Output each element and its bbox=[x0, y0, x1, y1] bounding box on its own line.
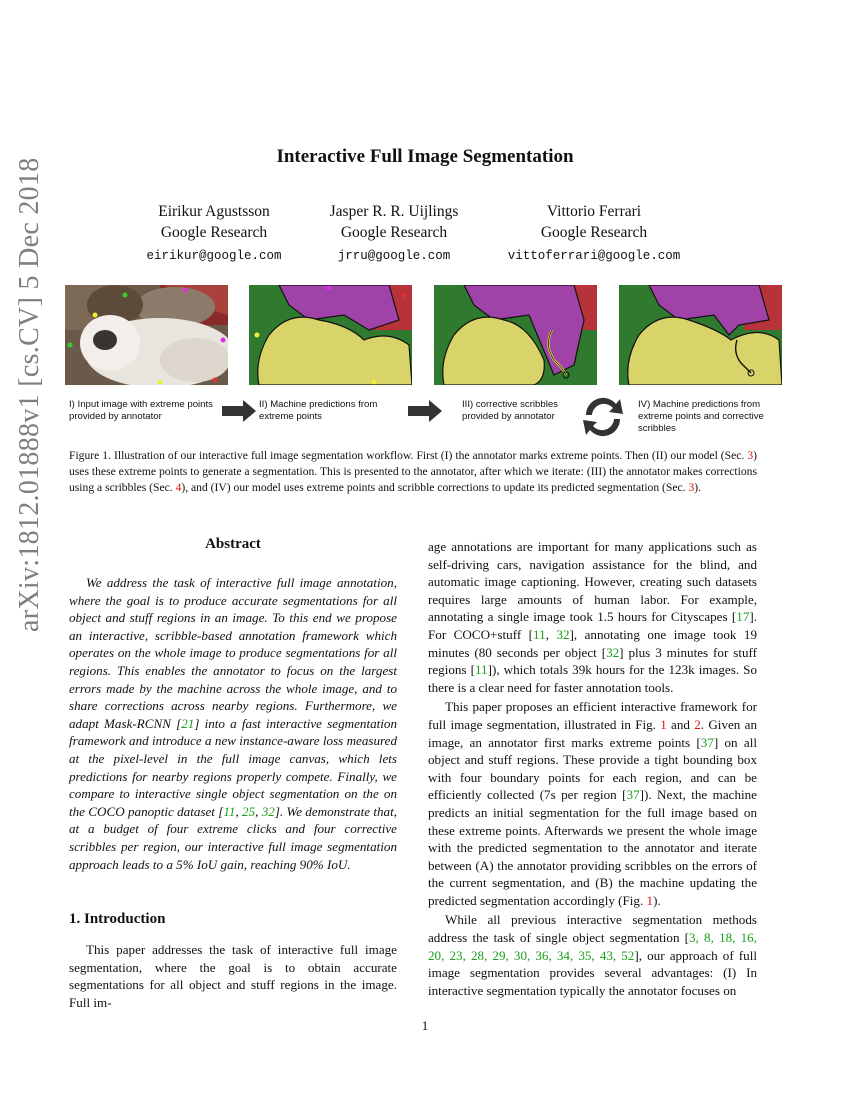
figure-ref-link[interactable]: 2 bbox=[694, 716, 701, 732]
paragraph: age annotations are important for many applications such as self-driving cars, navigation assistance for the blind, and automatic image captioning. However, creating such datasets requires large amounts of human labor. For example, annotating a single image took 1.5 hours for Cityscapes [17]. For COCO+stuff [11, 32], annotating one image took 19 minutes (80 seconds per object [32] plus 3 minutes for stuff regions [11]), which totals 39k hours for the 123k images. So there is a clear need for faster annotation tools. bbox=[428, 539, 758, 695]
author-affiliation: Google Research bbox=[540, 224, 648, 241]
intro-body: This paper addresses the task of interactive full image segmentation, where the goal is to obtain accurate segmentations for all object and stuff regions in the image. Full im- bbox=[69, 942, 397, 1010]
section-ref-link[interactable]: 3 bbox=[688, 481, 695, 494]
figure-caption: Figure 1. Illustration of our interactive full image segmentation workflow. First (I) the annotator marks extreme points. Then (II) our model (Sec. 3) uses these extreme points to generate a segmentation. This is presented to the annotator, after which we iterate: (III) the annotator makes corrections using a scribbles (Sec. 4), and (IV) our model uses extreme points and scribble corrections to update its predicted segmentation (Sec. 3). bbox=[69, 449, 757, 494]
paper-title: Interactive Full Image Segmentation bbox=[276, 146, 574, 167]
paragraph: This paper proposes an efficient interactive framework for full image segmentation, illustrated in Fig. 1 and 2. Given an image, an annotator first marks extreme points [37] on all object and stuff regions. These provide a tight bounding box with four boundary points for each region, and can be efficiently collected (7s per region [37]). Next, the machine predicts an initial segmentation for the full image based on these extreme points. Afterwards we present the whole image with the predicted segmentation to the annotator and iterate between (A) the annotator providing scribbles on the errors of the current segmentation, and (B) the machine updating the predicted segmentation accordingly (Fig. 1). bbox=[428, 699, 757, 908]
figure-panel-input-image bbox=[65, 285, 228, 385]
author-block bbox=[484, 201, 704, 267]
citation-link[interactable]: 11 bbox=[533, 626, 546, 642]
citation-link[interactable]: 32 bbox=[261, 803, 275, 819]
author-name: Vittorio Ferrari bbox=[546, 203, 642, 220]
author-name: Jasper R. R. Uijlings bbox=[329, 203, 459, 220]
step-caption-1: I) Input image with extreme points provided by annotator bbox=[69, 399, 213, 422]
author-name: Eirikur Agustsson bbox=[158, 203, 270, 220]
section-ref-link[interactable]: 3 bbox=[747, 449, 754, 462]
figure-panel-initial-prediction bbox=[249, 285, 412, 385]
citation-link[interactable]: 11 bbox=[223, 803, 236, 819]
step-caption-4: IV) Machine predictions from extreme points and corrective scribbles bbox=[638, 399, 764, 434]
author-affiliation: Google Research bbox=[160, 224, 268, 241]
citation-link[interactable]: 17 bbox=[736, 609, 750, 625]
step-caption-2: II) Machine predictions from extreme points bbox=[259, 399, 378, 422]
author-block bbox=[284, 201, 504, 267]
section-heading-introduction: 1. Introduction bbox=[69, 911, 166, 927]
author-affiliation: Google Research bbox=[340, 224, 448, 241]
citation-link[interactable]: 32 bbox=[606, 644, 620, 660]
abstract-heading: Abstract bbox=[205, 536, 261, 552]
citation-link[interactable]: 25 bbox=[242, 803, 256, 819]
author-email: eirikur@google.com bbox=[146, 249, 282, 263]
page-number: 1 bbox=[421, 1018, 429, 1033]
right-column bbox=[428, 538, 757, 999]
figure-ref-link[interactable]: 1 bbox=[646, 892, 654, 908]
citation-link[interactable]: 32 bbox=[556, 626, 570, 642]
step-caption-3: III) corrective scribbles provided by annotator bbox=[462, 399, 558, 422]
citation-link[interactable]: 37 bbox=[700, 734, 714, 750]
paragraph: While all previous interactive segmentation methods address the task of single object segmentation [3, 8, 18, 16, 20, 23, 28, 29, 30, 36, 34, 35, 43, 52], our approach of full image segmentation provides several advantages: (I) In interactive segmentation typically the annotator focuses on bbox=[428, 912, 757, 998]
citation-link-group[interactable]: 3, 8, 18, 16, 20, 23, 28, 29, 30, 36, 34, 35, 43, 52 bbox=[428, 930, 757, 963]
abstract-body: We address the task of interactive full image annotation, where the goal is to produce accurate segmentations for all object and stuff regions in an image. To this end we propose an interactive, scribble-based annotation framework which operates on the whole image to produce segmentations for all regions. This enables the annotator to focus on the largest errors made by the machine across the whole image, and to share corrections across nearby regions. Furthermore, we adapt Mask-RCNN [21] into a fast interactive segmentation framework and introduce a new instance-aware loss measured at the pixel-level in the full image canvas, which lets predictions for nearby regions properly compete. Finally, we compare to interactive single object segmentation on the on the COCO panoptic dataset [11, 25, 32]. We demonstrate that, at a budget of four extreme clicks and four corrective scribbles per region, our interactive full image segmentation approach leads to a 5% IoU gain, reaching 90% IoU. bbox=[69, 575, 397, 872]
citation-link[interactable]: 11 bbox=[474, 662, 488, 678]
right-arrow-icon bbox=[407, 399, 443, 423]
arxiv-stamp: arXiv:1812.01888v1 [cs.CV] 5 Dec 2018 bbox=[14, 157, 45, 632]
right-arrow-icon bbox=[221, 399, 257, 423]
citation-link[interactable]: 37 bbox=[626, 787, 640, 803]
author-email: jrru@google.com bbox=[337, 249, 451, 263]
citation-link[interactable]: 21 bbox=[181, 715, 195, 731]
cycle-arrows-icon bbox=[578, 392, 628, 442]
section-ref-link[interactable]: 4 bbox=[175, 481, 182, 494]
figure-panel-updated-prediction bbox=[619, 285, 782, 385]
figure-panel-corrective-scribbles bbox=[434, 285, 597, 385]
figure-ref-link[interactable]: 1 bbox=[660, 716, 667, 732]
author-email: vittoferrari@google.com bbox=[507, 249, 681, 263]
